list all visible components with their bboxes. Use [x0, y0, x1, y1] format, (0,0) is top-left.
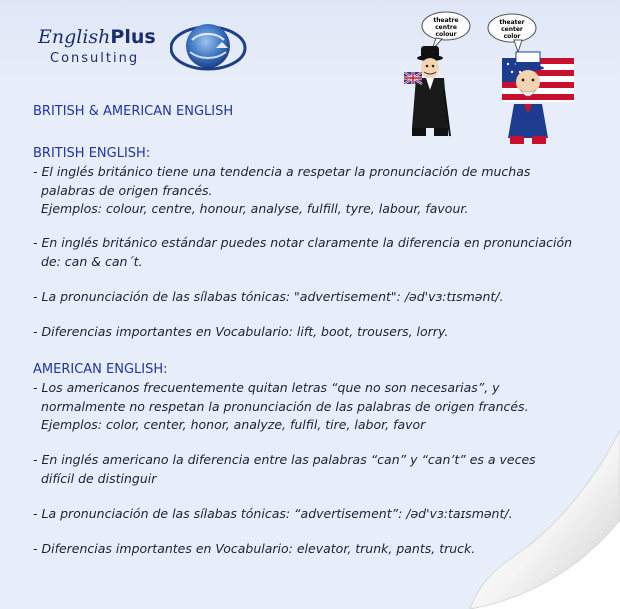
bubble-word: color	[503, 33, 521, 40]
american-point: - La pronunciación de las sílabas tónicas: “advertisement”: /əd'vɜ:taɪsmənt/.	[33, 506, 513, 521]
bubble-word: colour	[435, 31, 457, 38]
british-point: - En inglés británico estándar puedes notar claramente la diferencia en pronunciación de: can & can´t.	[33, 235, 573, 269]
bubble-word: theater	[499, 19, 525, 26]
bubble-word: theatre	[433, 17, 459, 24]
british-section-heading: BRITISH ENGLISH:	[33, 146, 151, 161]
british-point: - El inglés británico tiene una tendencia a respetar la pronunciación de muchas palabras de origen francés. Ejemplos: colour, centre, honour, analyse, fulfill, tyre, labour, favour.	[33, 164, 531, 216]
bubble-word: centre	[435, 24, 457, 31]
british-point: - La pronunciación de las sílabas tónicas: "advertisement": /əd'vɜ:tɪsmənt/.	[33, 289, 504, 304]
american-point: - Diferencias importantes en Vocabulario: elevator, trunk, pants, truck.	[33, 541, 476, 556]
british-point: - Diferencias importantes en Vocabulario: lift, boot, trousers, lorry.	[33, 324, 449, 339]
american-section-heading: AMERICAN ENGLISH:	[33, 362, 168, 377]
bubble-word: center	[501, 26, 523, 33]
logo-subtitle: Consulting	[50, 51, 140, 66]
logo-name: EnglishPlus	[38, 26, 156, 48]
american-point: - Los americanos frecuentemente quitan letras “que no son necesarias”, y normalmente no respetan la pronunciación de las palabras de origen francés. Ejemplos: color, center, honor, analyze, fulfil, tire, labor, favor	[33, 380, 529, 432]
page-title: BRITISH & AMERICAN ENGLISH	[33, 104, 234, 119]
american-point: - En inglés americano la diferencia entre las palabras “can” y “can’t” es a veces difícil de distinguir	[33, 452, 536, 486]
